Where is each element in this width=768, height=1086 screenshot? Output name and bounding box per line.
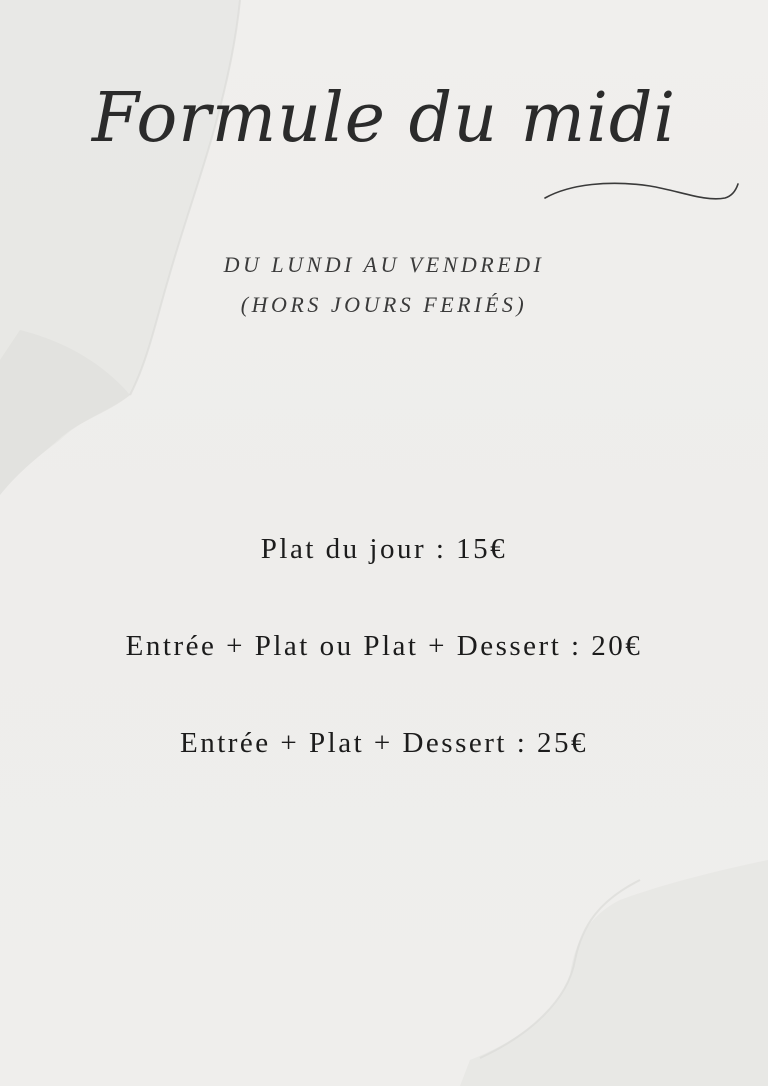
offer-two-courses: Entrée + Plat ou Plat + Dessert : 20€ <box>125 630 643 662</box>
offer-three-courses: Entrée + Plat + Dessert : 25€ <box>179 727 589 759</box>
availability-subtitle <box>0 254 768 334</box>
paper-stain-bottom-right <box>460 860 768 1086</box>
subtitle-holidays: (HORS JOURS FERIÉS) <box>240 292 528 317</box>
offer-list <box>0 527 768 818</box>
title-flourish <box>540 172 740 206</box>
subtitle-days: DU LUNDI AU VENDREDI <box>223 252 545 277</box>
menu-title: Formule du midi <box>91 79 677 158</box>
offer-plat-du-jour: Plat du jour : 15€ <box>260 533 508 565</box>
